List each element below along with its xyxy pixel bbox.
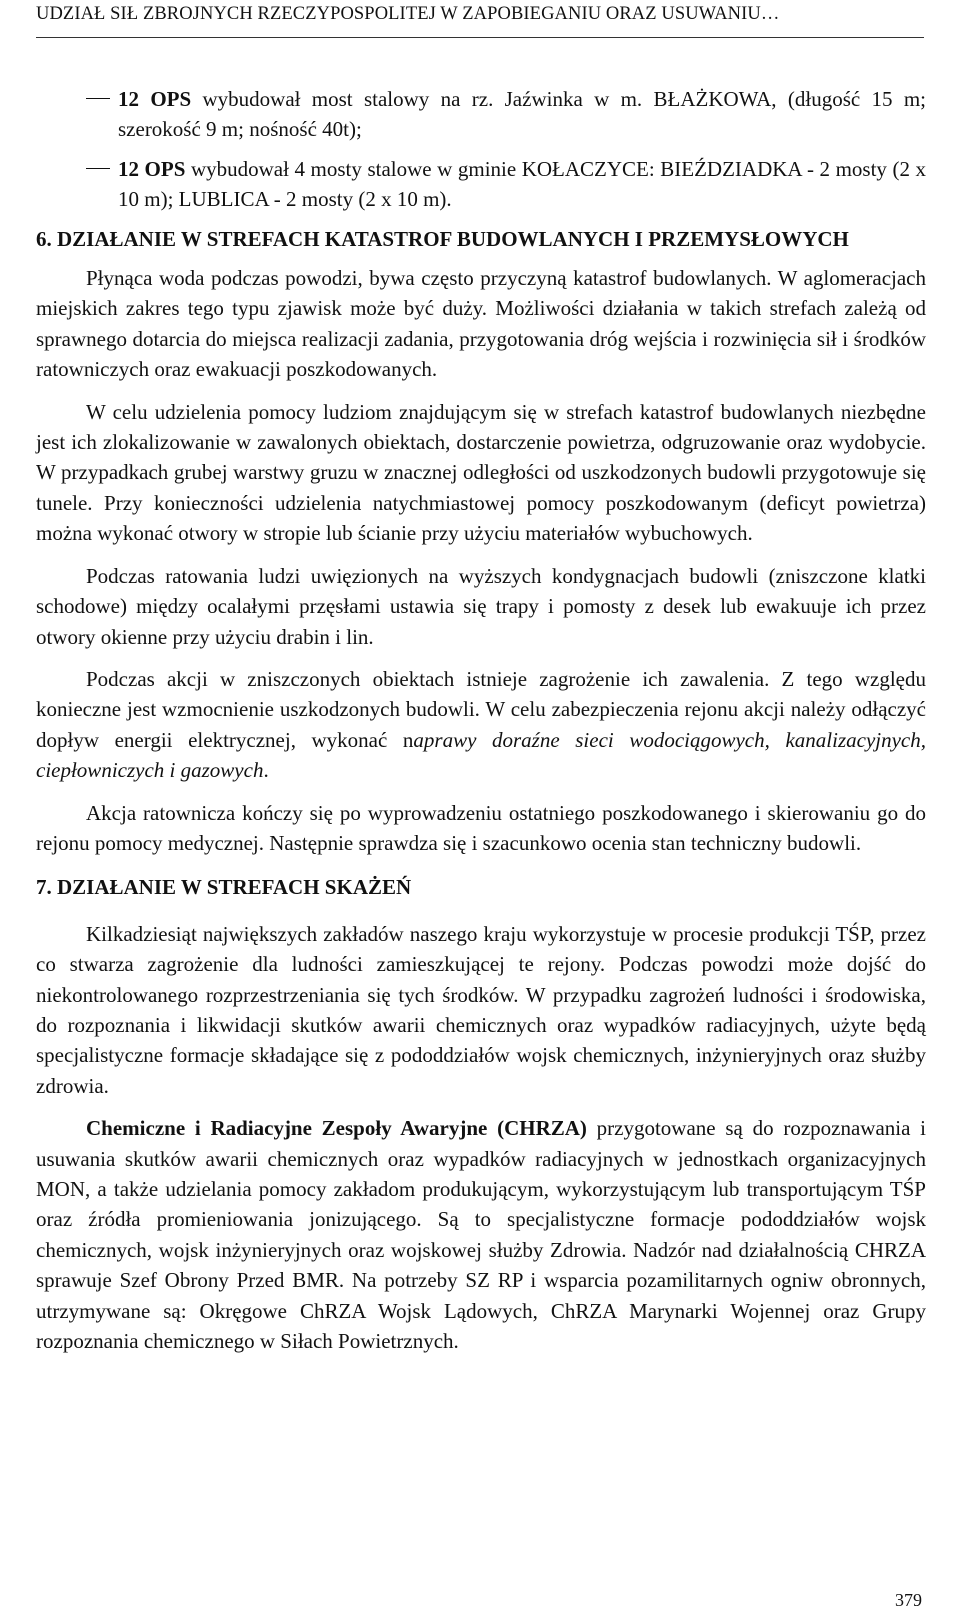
section-6-paragraph-4 — [36, 664, 926, 786]
dash-bullet-icon — [86, 168, 110, 169]
dash-bullet-icon — [86, 98, 110, 99]
section-6-heading: 6. DZIAŁANIE W STREFACH KATASTROF BUDOWLANYCH I PRZEMYSŁOWYCH — [36, 226, 849, 251]
unit-name: 12 OPS — [118, 156, 186, 181]
page-number: 379 — [895, 1590, 922, 1610]
bold-term: Chemiczne i Radiacyjne Zespoły Awaryjne (CHRZA) — [86, 1116, 587, 1141]
list-item — [36, 154, 926, 215]
section-7-paragraph-1: Kilkadziesiąt największych zakładów naszego kraju wykorzystuje w procesie produkcji TŚP, przez co stwarza zagrożenie dla ludności zamieszkującej te rejony. Podczas powodzi może dojść do niekontrolowanego rozprzestrzeniania się tych środków. W przypadku zagrożeń ludności i środowiska, do rozpoznania i likwidacji skutków awarii chemicznych oraz wypadków radiacyjnych, użyte będą specjalistyczne formacje składające się z pododdziałów wojsk chemicznych, inżynieryjnych oraz służby zdrowia. — [36, 921, 926, 1098]
section-7-heading: 7. DZIAŁANIE W STREFACH SKAŻEŃ — [36, 875, 412, 900]
section-7-paragraph-2 — [36, 1113, 926, 1356]
section-6-paragraph-3: Podczas ratowania ludzi uwięzionych na wyższych kondygnacjach budowli (zniszczone klatki schodowe) między ocalałymi przęsłami ustawia się trapy i pomosty z desek lub ewakuuje ich przez otwory okienne przy użyciu drabin i lin. — [36, 563, 926, 649]
header-divider — [36, 37, 924, 38]
list-item-text: wybudował 4 mosty stalowe w gminie KOŁACZYCE: BIEŹDZIADKA - 2 mosty (2 x 10 m); LUBLICA - 2 mosty (2 x 10 m). — [118, 156, 927, 212]
paragraph-text: Podczas akcji w zniszczonych obiektach istnieje zagrożenie ich zawalenia. Z tego względu konieczne jest wzmocnienie uszkodzonych budowli. W celu zabezpieczenia rejonu akcji należy odłączyć dopływ energii elektrycznej, wykonać n — [36, 666, 926, 752]
unit-name: 12 OPS — [118, 87, 192, 111]
section-6-paragraph-5: Akcja ratownicza kończy się po wyprowadzeniu ostatniego poszkodowanego i skierowaniu go do rejonu pomocy medycznej. Następnie sprawdza się i szacunkowo ocenia stan techniczny budowli. — [36, 800, 926, 855]
section-6-paragraph-2: W celu udzielenia pomocy ludziom znajdującym się w strefach katastrof budowlanych niezbędne jest ich zlokalizowanie w zawalonych obiektach, dostarczenie powietrza, odgruzowanie oraz wydobycie. W przypadkach grubej warstwy gruzu w znacznej odległości od uszkodzonych budowli przygotowuje się tunele. Przy konieczności udzielenia natychmiastowej pomocy poszkodowanym (deficyt powietrza) można wykonać otwory w stropie lub ścianie przy użyciu materiałów wybuchowych. — [36, 399, 926, 546]
list-item — [36, 84, 926, 145]
paragraph-end: . — [263, 758, 269, 783]
paragraph-text: przygotowane są do rozpoznawania i usuwania skutków awarii chemicznych oraz wypadków radiacyjnych w jednostkach organizacyjnych MON, a także udzielania pomocy zakładom produkującym, wykorzystującym lub transportującym TŚP oraz źródła promieniowania jonizującego. Są to specjalistyczne formacje pododdziałów wojsk chemicznych, wojsk inżynieryjnych oraz wojskowej służby Zdrowia. Nadzór nad działalnością CHRZA sprawuje Szef Obrony Przed BMR. Na potrzeby SZ RP i wsparcia pozamilitarnych ogniw obronnych, utrzymywane są: Okręgowe ChRZA Wojsk Lądowych, ChRZA Marynarki Wojennej oraz Grupy rozpoznania chemicznego w Siłach Powietrznych. — [36, 1116, 926, 1354]
list-item-text: wybudował most stalowy na rz. Jaźwinka w m. BŁAŻKOWA, (długość 15 m; szerokość 9 m; nośność 40t); — [118, 87, 927, 142]
running-header: UDZIAŁ SIŁ ZBROJNYCH RZECZYPOSPOLITEJ W ZAPOBIEGANIU ORAZ USUWANIU… — [36, 4, 780, 24]
page-body — [36, 84, 926, 1368]
italic-text: aprawy doraźne sieci wodociągowych, kanalizacyjnych, ciepłowniczych i gazowych — [36, 727, 926, 783]
section-6-paragraph-1: Płynąca woda podczas powodzi, bywa często przyczyną katastrof budowlanych. W aglomeracjach miejskich zakres tego typu zjawisk może być duży. Możliwości działania w takich strefach zależą od sprawnego dotarcia do miejsca realizacji zadania, przygotowania dróg wejścia i rozwinięcia sił i środków ratowniczych oraz ewakuacji poszkodowanych. — [36, 266, 926, 382]
